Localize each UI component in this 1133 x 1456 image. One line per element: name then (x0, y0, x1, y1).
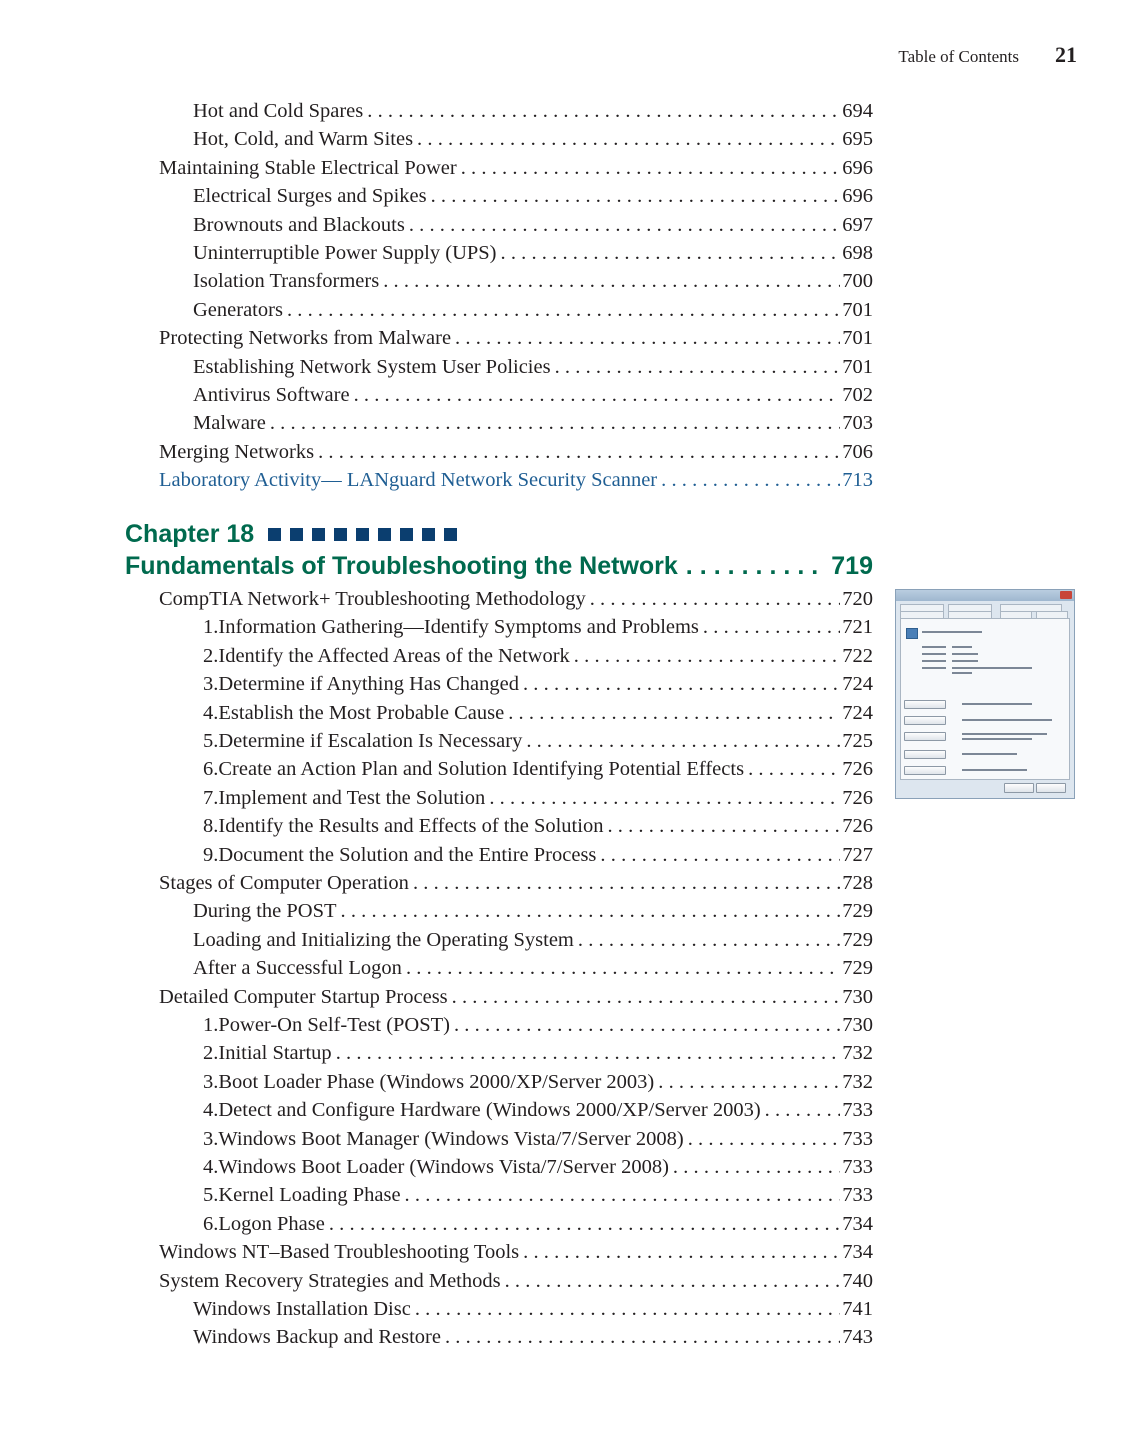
toc-entry-page: 733 (842, 1184, 873, 1207)
toc-subentry[interactable] (203, 727, 873, 755)
dot-leader (661, 466, 840, 494)
dot-leader (417, 125, 840, 153)
toc-entry-number: 8. (203, 815, 219, 838)
dot-leader (686, 552, 825, 581)
toc-subentry[interactable] (203, 670, 873, 698)
toc-entry-page: 701 (842, 327, 873, 350)
toc-entry-page: 730 (842, 1014, 873, 1036)
toc-subentry[interactable] (193, 296, 873, 324)
dot-leader (341, 897, 841, 925)
chapter-title: Fundamentals of Troubleshooting the Network (125, 552, 678, 580)
toc-subentry[interactable] (193, 1295, 873, 1323)
toc-entry-page: 706 (842, 440, 873, 463)
toc-entry-title: Windows Installation Disc (193, 1298, 411, 1320)
toc-entry-number: 3. (203, 673, 219, 696)
toc-entry-page: 701 (842, 355, 873, 378)
dot-leader (354, 381, 841, 409)
toc-subentry[interactable] (193, 97, 873, 125)
toc-entry-page: 726 (842, 815, 873, 838)
toc-subentry[interactable] (203, 699, 873, 727)
toc-entry-page: 724 (842, 701, 873, 724)
dot-leader (445, 1323, 840, 1351)
toc-entry[interactable] (159, 438, 873, 466)
dialog-tabs (900, 604, 1070, 618)
toc-subentry[interactable] (203, 784, 873, 812)
dot-leader (415, 1295, 840, 1323)
chapter-label: Chapter 18 (125, 519, 255, 548)
toc-entry-title: Merging Networks (159, 440, 315, 463)
toc-entry[interactable] (159, 154, 873, 182)
square-ornament (312, 528, 325, 541)
toc-entry-page: 697 (842, 213, 873, 236)
dot-leader (329, 1210, 840, 1238)
toc-entry-title: Kernel Loading Phase (218, 1184, 401, 1207)
toc-entry-page: 698 (842, 242, 873, 264)
toc-entry[interactable] (159, 1238, 873, 1266)
dot-leader (607, 812, 840, 840)
toc-entry-title: Logon Phase (218, 1212, 325, 1235)
toc-entry-title: Generators (193, 298, 283, 321)
toc-subentry[interactable] (203, 1210, 873, 1238)
dialog-titlebar (896, 590, 1074, 601)
toc-entry-title: CompTIA Network+ Troubleshooting Methodology (159, 588, 586, 610)
dot-leader (405, 1181, 841, 1209)
device-properties-dialog-thumbnail (895, 589, 1075, 799)
toc-entry-title: Power-On Self-Test (POST) (218, 1014, 450, 1036)
toc-entry-title: During the POST (193, 900, 337, 923)
dot-leader (452, 983, 841, 1011)
page-number: 21 (1055, 42, 1077, 67)
toc-subentry[interactable] (193, 381, 873, 409)
toc-subentry[interactable] (203, 812, 873, 840)
chapter-squares (268, 528, 466, 541)
toc-entry-title: Detect and Configure Hardware (Windows 2000/XP/Server 2003) (218, 1099, 761, 1122)
toc-subentry[interactable] (203, 1011, 873, 1039)
toc-entry-title: Maintaining Stable Electrical Power (159, 156, 457, 179)
close-icon (1060, 591, 1072, 599)
toc-entry-page: 740 (842, 1269, 873, 1292)
toc-entry-number: 5. (203, 1184, 219, 1207)
dot-leader (523, 670, 840, 698)
toc-subentry[interactable] (193, 353, 873, 381)
toc-entry-title: Loading and Initializing the Operating System (193, 928, 574, 951)
toc-subentry[interactable] (193, 897, 873, 925)
square-ornament (444, 528, 457, 541)
dot-leader (703, 613, 840, 641)
toc-entry-title: Laboratory Activity— LANguard Network Security Scanner (159, 469, 658, 492)
dot-leader (409, 211, 840, 239)
toc-entry-page: 722 (842, 644, 873, 667)
toc-entry-title: Protecting Networks from Malware (159, 327, 452, 350)
dot-leader (508, 699, 840, 727)
dot-leader (526, 727, 840, 755)
toc-subentry[interactable] (193, 267, 873, 295)
toc-subentry[interactable] (203, 1068, 873, 1096)
toc-entry-title: Determine if Escalation Is Necessary (218, 730, 523, 752)
toc-entry-title: Detailed Computer Startup Process (159, 985, 448, 1008)
dot-leader (600, 841, 840, 869)
dot-leader (578, 926, 840, 954)
toc-entry-title: Establish the Most Probable Cause (218, 701, 505, 724)
square-ornament (356, 528, 369, 541)
toc-entry-page: 724 (842, 673, 873, 696)
dot-leader (383, 267, 840, 295)
dot-leader (455, 324, 840, 352)
toc-subentry[interactable] (203, 1181, 873, 1209)
toc-entry-page: 713 (842, 469, 873, 492)
chapter-heading (125, 518, 466, 550)
toc-entry-title: Document the Solution and the Entire Process (218, 843, 597, 866)
running-header-section: Table of Contents (898, 47, 1019, 66)
toc-entry-page: 728 (842, 872, 873, 894)
dot-leader (501, 239, 841, 267)
toc-entry[interactable] (159, 1267, 873, 1295)
toc-subentry[interactable] (193, 211, 873, 239)
toc-subentry[interactable] (203, 613, 873, 641)
toc-entry-page: 730 (842, 985, 873, 1008)
toc-entry-page: 734 (842, 1212, 873, 1235)
toc-entry-page: 732 (842, 1042, 873, 1065)
toc-subentry[interactable] (203, 841, 873, 869)
dot-leader (673, 1153, 840, 1181)
toc-entry-number: 9. (203, 843, 219, 866)
toc-subentry[interactable] (203, 1125, 873, 1153)
dot-leader (489, 784, 840, 812)
toc-entry-title: Windows NT–Based Troubleshooting Tools (159, 1241, 520, 1264)
toc-entry-title: Stages of Computer Operation (159, 872, 409, 894)
toc-subentry[interactable] (193, 409, 873, 437)
toc-entry-title: Uninterruptible Power Supply (UPS) (193, 242, 497, 264)
toc-entry-title: Boot Loader Phase (Windows 2000/XP/Server 2003) (218, 1070, 655, 1093)
dot-leader (574, 642, 840, 670)
toc-entry-page: 729 (842, 957, 873, 980)
toc-entry-number: 1. (203, 1014, 219, 1036)
toc-entry-page: 696 (842, 156, 873, 179)
toc-entry-title: Brownouts and Blackouts (193, 213, 405, 236)
toc-entry-page: 726 (842, 786, 873, 809)
toc-entry-number: 4. (203, 1156, 219, 1178)
toc-entry-page: 733 (842, 1127, 873, 1150)
dot-leader (431, 182, 841, 210)
dot-leader (287, 296, 840, 324)
dot-leader (688, 1125, 841, 1153)
toc-entry-page: 701 (842, 298, 873, 321)
toc-entry-number: 5. (203, 730, 219, 752)
toc-entry-page: 694 (842, 100, 873, 122)
toc-entry-number: 2. (203, 644, 219, 667)
toc-subentry[interactable] (193, 954, 873, 982)
toc-entry-title: Windows Boot Manager (Windows Vista/7/Server 2008) (218, 1127, 684, 1150)
toc-entry-title: Create an Action Plan and Solution Identifying Potential Effects (218, 758, 745, 781)
toc-entry-title: Hot, Cold, and Warm Sites (193, 128, 414, 151)
dot-leader (748, 755, 840, 783)
square-ornament (290, 528, 303, 541)
toc-entry-title: Hot and Cold Spares (193, 100, 364, 122)
square-ornament (378, 528, 391, 541)
toc-entry[interactable] (159, 585, 873, 613)
toc-entry-page: 721 (842, 616, 873, 639)
chapter-title-row[interactable] (125, 552, 873, 581)
toc-entry-title: Implement and Test the Solution (218, 786, 486, 809)
toc-entry-page: 732 (842, 1070, 873, 1093)
toc-entry-page: 726 (842, 758, 873, 781)
toc-subentry[interactable] (193, 1323, 873, 1351)
toc-entry-title: Identify the Affected Areas of the Network (218, 644, 570, 667)
toc-entry-title: Information Gathering—Identify Symptoms and Problems (218, 616, 699, 639)
square-ornament (334, 528, 347, 541)
toc-subentry[interactable] (203, 1153, 873, 1181)
toc-entry[interactable] (159, 869, 873, 897)
toc-entry-page: 720 (842, 588, 873, 610)
dot-leader (461, 154, 841, 182)
dot-leader (270, 409, 840, 437)
toc-subentry[interactable] (203, 1096, 873, 1124)
toc-entry-page: 727 (842, 843, 873, 866)
toc-entry-page: 734 (842, 1241, 873, 1264)
dot-leader (454, 1011, 840, 1039)
dot-leader (523, 1238, 840, 1266)
network-adapter-icon (906, 628, 918, 639)
toc-entry-number: 1. (203, 616, 219, 639)
toc-entry-number: 3. (203, 1127, 219, 1150)
toc-entry-title: System Recovery Strategies and Methods (159, 1269, 501, 1292)
toc-entry[interactable] (159, 983, 873, 1011)
toc-subentry[interactable] (193, 125, 873, 153)
toc-entry-title: Identify the Results and Effects of the Solution (218, 815, 604, 838)
running-header (898, 42, 1077, 68)
toc-entry-title: Malware (193, 412, 266, 435)
toc-entry-number: 7. (203, 786, 219, 809)
toc-entry-page: 702 (842, 384, 873, 406)
toc-entry[interactable] (159, 466, 873, 494)
toc-entry-number: 6. (203, 1212, 219, 1235)
toc-entry-page: 700 (842, 270, 873, 293)
toc-entry-title: Isolation Transformers (193, 270, 380, 293)
toc-entry-title: Initial Startup (218, 1042, 332, 1065)
toc-entry-page: 703 (842, 412, 873, 435)
toc-subentry[interactable] (193, 182, 873, 210)
toc-entry-page: 725 (842, 730, 873, 752)
toc-subentry[interactable] (203, 1039, 873, 1067)
toc-entry-number: 4. (203, 701, 219, 724)
toc-subentry[interactable] (203, 642, 873, 670)
toc-entry-title: After a Successful Logon (193, 957, 402, 980)
toc-entry-title: Windows Boot Loader (Windows Vista/7/Server 2008) (218, 1156, 669, 1178)
dot-leader (406, 954, 840, 982)
dot-leader (555, 353, 841, 381)
toc-entry-page: 743 (842, 1326, 873, 1349)
toc-entry-page: 695 (842, 128, 873, 151)
toc-entry-number: 3. (203, 1070, 219, 1093)
toc-entry[interactable] (159, 324, 873, 352)
dot-leader (658, 1068, 840, 1096)
dot-leader (367, 97, 840, 125)
square-ornament (422, 528, 435, 541)
dot-leader (336, 1039, 841, 1067)
dot-leader (413, 869, 840, 897)
square-ornament (268, 528, 281, 541)
toc-entry-number: 2. (203, 1042, 219, 1065)
toc-entry-title: Antivirus Software (193, 384, 350, 406)
toc-subentry[interactable] (193, 926, 873, 954)
cancel-button (1036, 783, 1066, 793)
toc-entry-title: Determine if Anything Has Changed (218, 673, 519, 696)
toc-entry-number: 4. (203, 1099, 219, 1122)
toc-entry-title: Electrical Surges and Spikes (193, 185, 427, 208)
chapter-page: 719 (831, 552, 873, 580)
toc-entry-title: Windows Backup and Restore (193, 1326, 441, 1349)
toc-subentry[interactable] (193, 239, 873, 267)
toc-entry-page: 733 (842, 1099, 873, 1122)
toc-entry-page: 729 (842, 900, 873, 923)
dot-leader (590, 585, 841, 613)
toc-entry-page: 733 (842, 1156, 873, 1178)
toc-entry-page: 729 (842, 928, 873, 951)
toc-entry-title: Establishing Network System User Policies (193, 355, 551, 378)
square-ornament (400, 528, 413, 541)
dot-leader (318, 438, 840, 466)
toc-entry-page: 696 (842, 185, 873, 208)
dot-leader (765, 1096, 841, 1124)
toc-subentry[interactable] (203, 755, 873, 783)
toc-entry-page: 741 (842, 1298, 873, 1320)
toc-entry-number: 6. (203, 758, 219, 781)
dot-leader (505, 1267, 841, 1295)
ok-button (1004, 783, 1034, 793)
